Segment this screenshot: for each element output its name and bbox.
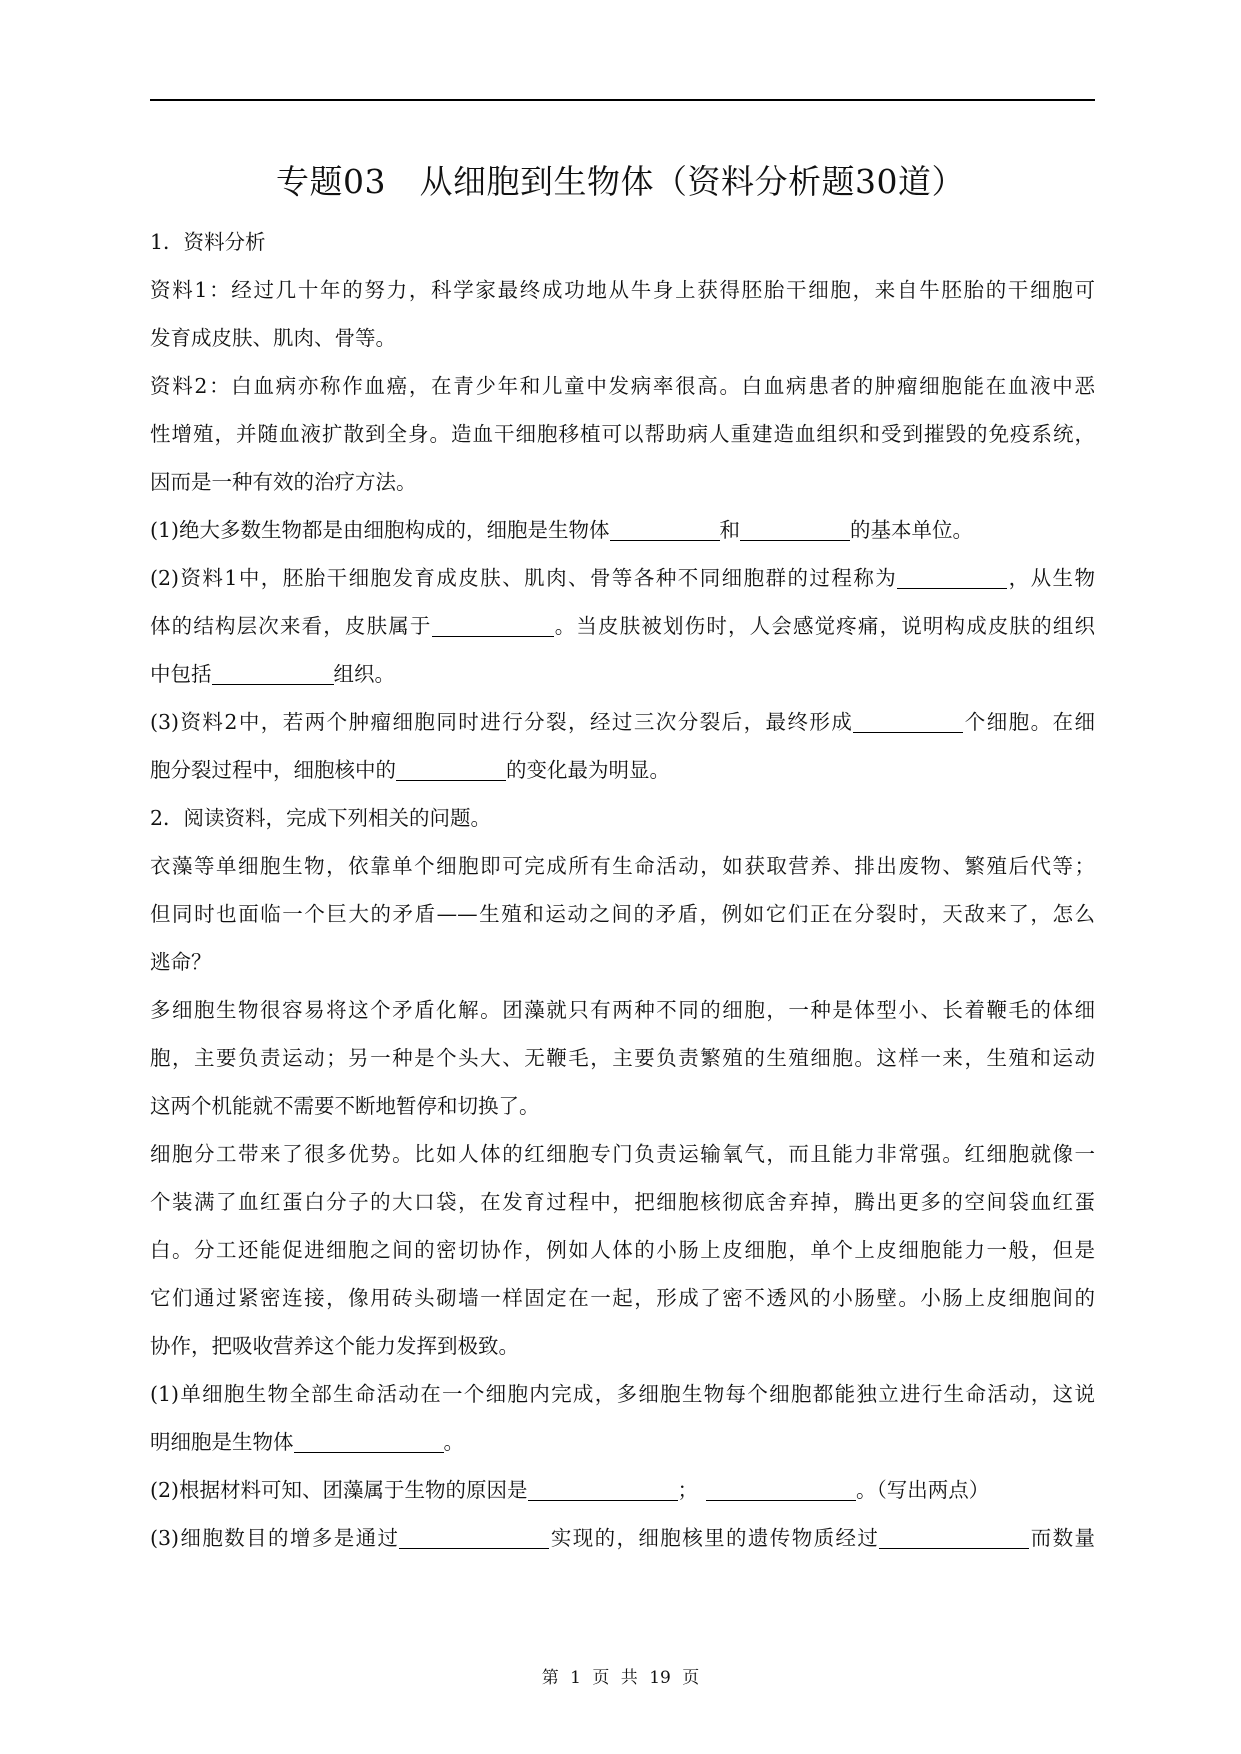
q2-passage-line: 这两个机能就不需要不断地暂停和切换了。: [150, 1094, 540, 1118]
text-fragment: 明细胞是生物体: [150, 1430, 294, 1454]
answer-blank[interactable]: [740, 516, 850, 541]
q2-passage-line: 逃命？: [150, 950, 212, 974]
q1-material2-line: 因而是一种有效的治疗方法。: [150, 470, 417, 494]
answer-blank[interactable]: [528, 1476, 678, 1501]
text-fragment: (1)绝大多数生物都是由细胞构成的，细胞是生物体: [150, 518, 610, 542]
text-fragment: 。当皮肤被划伤时，人会感觉疼痛，说明构成皮肤的组织: [553, 614, 1096, 638]
answer-blank[interactable]: [610, 516, 720, 541]
q2-passage-line: 它们通过紧密连接，像用砖头砌墙一样固定在一起，形成了密不透风的小肠壁。小肠上皮细胞间的: [150, 1286, 1095, 1310]
answer-blank[interactable]: [212, 660, 334, 685]
text-fragment: 组织。: [333, 662, 395, 686]
answer-blank[interactable]: [706, 1476, 856, 1501]
q1-part2-line: [150, 650, 1095, 698]
text-fragment: 个细胞。在细: [963, 710, 1095, 734]
q2-passage-line: 衣藻等单细胞生物，依靠单个细胞即可完成所有生命活动，如获取营养、排出废物、繁殖后代等；: [150, 854, 1095, 878]
text-fragment: 胞分裂过程中，细胞核中的: [150, 758, 396, 782]
q2-passage-line: 多细胞生物很容易将这个矛盾化解。团藻就只有两种不同的细胞，一种是体型小、长着鞭毛的体细: [150, 998, 1095, 1022]
text-fragment: 而数量: [1029, 1526, 1095, 1550]
document-body: [150, 218, 1095, 1562]
q2-part3: [150, 1514, 1095, 1562]
answer-blank[interactable]: [853, 708, 963, 733]
q2-passage-line: 协作，把吸收营养这个能力发挥到极致。: [150, 1334, 519, 1358]
q1-material1-line: 资料1：经过几十年的努力，科学家最终成功地从牛身上获得胚胎干细胞，来自牛胚胎的干细胞可: [150, 278, 1095, 302]
answer-blank[interactable]: [432, 612, 554, 637]
q2-heading: 2．阅读资料，完成下列相关的问题。: [150, 806, 492, 830]
q2-passage-line: 个装满了血红蛋白分子的大口袋，在发育过程中，把细胞核彻底舍弃掉，腾出更多的空间袋血红蛋: [150, 1190, 1095, 1214]
q1-part3-line: [150, 698, 1095, 746]
page-footer: 第 1 页 共 19 页: [541, 1668, 700, 1688]
answer-blank[interactable]: [294, 1428, 444, 1453]
text-fragment: 。: [443, 1430, 464, 1454]
q2-part2: [150, 1466, 1095, 1514]
q2-part1-line: (1)单细胞生物全部生命活动在一个细胞内完成，多细胞生物每个细胞都能独立进行生命活动，这说: [150, 1382, 1095, 1406]
page-title: 专题03 从细胞到生物体（资料分析题30道）: [276, 162, 965, 201]
text-fragment: 体的结构层次来看，皮肤属于: [150, 614, 432, 638]
q2-passage-line: 细胞分工带来了很多优势。比如人体的红细胞专门负责运输氧气，而且能力非常强。红细胞就像一: [150, 1142, 1095, 1166]
q1-part3-line: [150, 746, 1095, 794]
answer-blank[interactable]: [879, 1524, 1029, 1549]
q2-passage-line: 胞，主要负责运动；另一种是个头大、无鞭毛，主要负责繁殖的生殖细胞。这样一来，生殖和运动: [150, 1046, 1095, 1070]
text-fragment: 的基本单位。: [850, 518, 974, 542]
q1-part2-line: [150, 602, 1095, 650]
q1-material2-line: 资料2：白血病亦称作血癌，在青少年和儿童中发病率很高。白血病患者的肿瘤细胞能在血液中恶: [150, 374, 1095, 398]
text-fragment: (3)资料2中，若两个肿瘤细胞同时进行分裂，经过三次分裂后，最终形成: [150, 710, 854, 734]
answer-blank[interactable]: [897, 564, 1007, 589]
text-fragment: 实现的，细胞核里的遗传物质经过: [549, 1526, 880, 1550]
q1-part1: [150, 506, 1095, 554]
text-fragment: (2)资料1中，胚胎干细胞发育成皮肤、肌肉、骨等各种不同细胞群的过程称为: [150, 566, 898, 590]
answer-blank[interactable]: [396, 756, 506, 781]
text-fragment: ，从生物: [1007, 566, 1095, 590]
header-rule: [150, 99, 1095, 101]
q1-heading: 1．资料分析: [150, 230, 266, 254]
answer-blank[interactable]: [399, 1524, 549, 1549]
q1-material2-line: 性增殖，并随血液扩散到全身。造血干细胞移植可以帮助病人重建造血组织和受到摧毁的免疫系统，: [150, 422, 1095, 446]
text-fragment: ；: [677, 1478, 699, 1502]
q2-passage-line: 但同时也面临一个巨大的矛盾——生殖和运动之间的矛盾，例如它们正在分裂时，天敌来了，怎么: [150, 902, 1095, 926]
q1-part2-line: [150, 554, 1095, 602]
text-fragment: (3)细胞数目的增多是通过: [150, 1526, 400, 1550]
text-fragment: 中包括: [150, 662, 212, 686]
text-fragment: 。（写出两点）: [856, 1478, 990, 1502]
text-fragment: (2)根据材料可知、团藻属于生物的原因是: [150, 1478, 528, 1502]
q1-material1-line: 发育成皮肤、肌肉、骨等。: [150, 326, 396, 350]
q2-passage-line: 白。分工还能促进细胞之间的密切协作，例如人体的小肠上皮细胞，单个上皮细胞能力一般，但是: [150, 1238, 1095, 1262]
text-fragment: 和: [719, 518, 741, 542]
text-fragment: 的变化最为明显。: [506, 758, 670, 782]
q2-part1-line: [150, 1418, 1095, 1466]
